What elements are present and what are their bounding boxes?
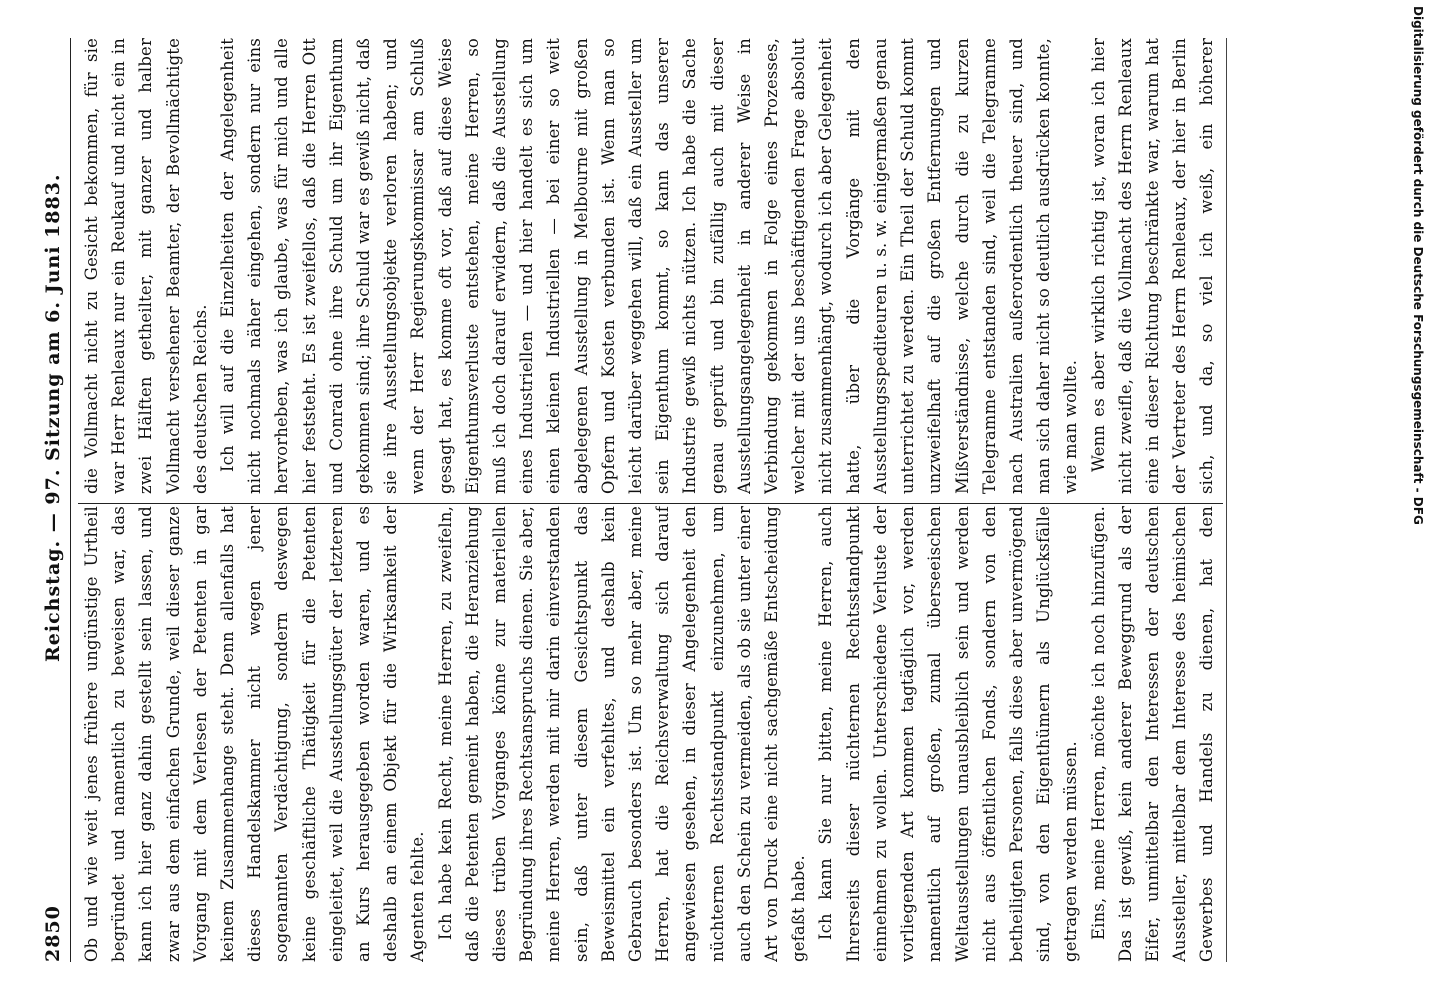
text-paragraph: Eins, meine Herren, möchte ich noch hinzufügen. Das ist gewiß, kein anderer Beweggrund als der Eifer, unmittelbar den Interessen der deutschen Aussteller, mittelbar dem Interesse des heimischen Gewerbes und Handels zu dienen, hat den bbox=[1088, 506, 1217, 962]
page-number: 2850 bbox=[42, 905, 64, 962]
column-divider bbox=[78, 503, 1223, 504]
text-paragraph: die Vollmacht nicht zu Gesicht bekommen, für sie war Herr Renleaux nur ein Reukauf und nicht ein in zwei Hälften getheilter, mit ganzer und halber Vollmacht versehener Beamter, der Bevollmächtigte des deutschen Reichs. bbox=[82, 38, 210, 494]
text-paragraph: Ich habe kein Recht, meine Herren, zu zweifeln, daß die Petenten gemeint haben, die Heranziehung dieses trüben Vorganges könne zur materiellen Begründung ihres Rechtsanspruchs dienen. Sie aber, meine Herren, werden mit mir darin einverstanden sein, daß unter diesem Gesichtspunkt das Beweismittel ein verfehltes, und deshalb kein Gebrauch besonders ist. Um so mehr aber, meine Herren, hat die Reichsverwaltung sich darauf angewiesen gesehen, in dieser Angelegenheit den nüchternen Rechtsstandpunkt einzunehmen, um auch den Schein zu vermeiden, als ob sie unter einer Art von Druck eine nicht sachgemäße Entscheidung gefaßt habe. bbox=[435, 506, 809, 962]
page-header bbox=[36, 38, 71, 962]
running-head: Reichstag. — 97. Sitzung am 6. Juni 1883. bbox=[42, 173, 64, 662]
right-column bbox=[78, 38, 1218, 494]
text-paragraph: Ich kann Sie nur bitten, meine Herren, auch Ihrerseits dieser nüchternen Rechtsstandpunkt einnehmen zu wollen. Unterschiedene Verluste der vorliegenden Art kommen tagtäglich vor, werden namentlich auf großen, zumal überseeischen Weltausstellungen unausbleiblich sein und werden nicht aus öffentlichen Fonds, sondern von den betheiligten Personen, falls diese aber unvermögend sind, von den Eigenthümern als Unglücksfälle getragen werden müssen. bbox=[816, 506, 1081, 962]
digitization-credit-text: Digitalisierung gefördert durch die Deutsche Forschungsgemeinschaft - DFG bbox=[1411, 6, 1425, 525]
digitization-sidenote bbox=[1406, 0, 1430, 1000]
text-paragraph: Ich will auf die Einzelheiten der Angelegenheit nicht nochmals näher eingehen, sondern nur eins hervorheben, was ich glaube, was für mich und alle hier feststeht. Es ist zweifellos, daß die Herren Ott und Conradi ohne ihre Schuld um ihr Eigenthum gekommen sind; ihre Schuld war es gewiß nicht, daß sie ihre Ausstellungsobjekte verloren haben; und wenn der Herr Regierungskommissar am Schluß gesagt hat, es komme oft vor, daß auf diese Weise Eigenthumsverluste entstehen, meine Herren, so muß ich doch darauf erwidern, daß die Ausstellung eines Industriellen — und hier handelt es sich um einen kleinen Industriellen — bei einer so weit abgelegenen Ausstellung in Melbourne mit großen Opfern und Kosten verbunden ist. Wenn man so leicht darüber weggehen will, daß ein Aussteller um sein Eigenthum kommt, so kann das unserer Industrie gewiß nichts nützen. Ich habe die Sache genau geprüft und bin zufällig auch mit dieser Ausstellungsangelegenheit in anderer Weise in Verbindung gekommen in Folge eines Prozesses, welcher mit der uns beschäftigenden Frage absolut nicht zusammenhängt, wodurch ich aber Gelegenheit hatte, über die Vorgänge mit den Ausstellungsspediteuren u. s. w. einigermaßen genau unterrichtet zu werden. Ein Theil der Schuld kommt unzweifelhaft auf die großen Entfernungen und Mißverständnisse, welche durch die zu kurzen Telegramme entstanden sind, weil die Telegramme nach Australien außerordentlich theuer sind, und man sich daher nicht so deutlich ausdrücken konnte, wie man wollte. bbox=[218, 38, 1081, 494]
text-paragraph: Ob und wie weit jenes frühere ungünstige Urtheil begründet und namentlich zu beweisen war, das kann ich hier ganz dahin gestellt sein lassen, und zwar aus dem einfachen Grunde, weil dieser ganze Vorgang mit dem Verlesen der Petenten in gar keinem Zusammenhange steht. Denn allenfalls hat dieses Handelskammer nicht wegen jener sogenannten Verdächtigung, sondern deswegen keine geschäftliche Thätigkeit für die Petenten eingeleitet, weil die Ausstellungsgüter der letzteren an Kurs herausgegeben worden waren, und es deshalb an einem Objekt für die Wirksamkeit der Agenten fehlte. bbox=[82, 506, 428, 962]
text-paragraph: Wenn es aber wirklich richtig ist, woran ich hier nicht zweifle, daß die Vollmacht des Herrn Renleaux eine in dieser Richtung beschränkte war, warum hat der Vertreter des Herrn Renleaux, der hier in Berlin sich, und da, so viel ich weiß, ein höherer bbox=[1088, 38, 1217, 494]
left-column bbox=[78, 506, 1218, 962]
digitization-credit bbox=[1406, 0, 1430, 1006]
page-bottom-rule bbox=[1226, 38, 1227, 962]
